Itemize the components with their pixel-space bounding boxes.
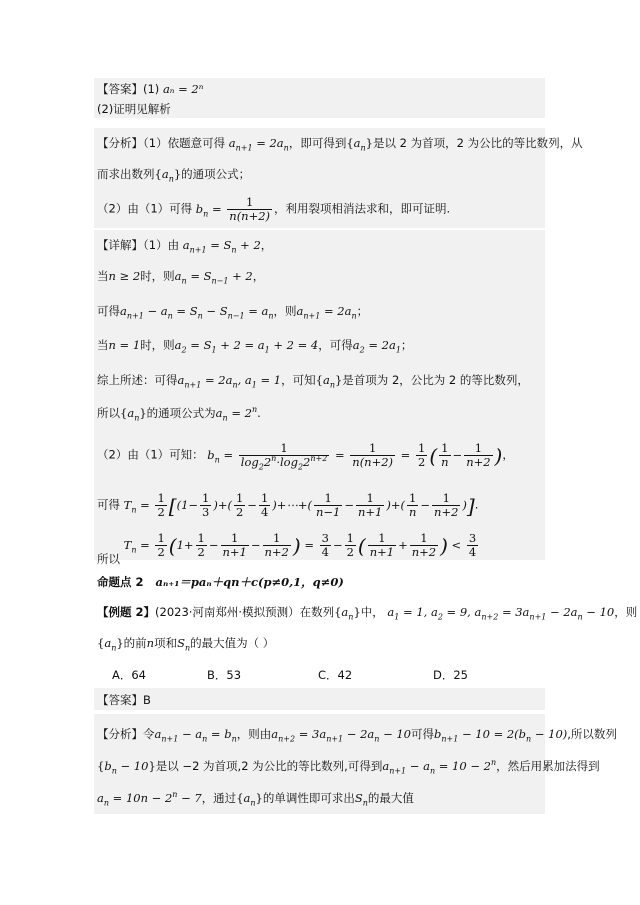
answer-label: 【答案】 [97, 693, 143, 707]
formula: $a_{n+1} = 2a_n$ [228, 136, 289, 153]
detail1-line3: 可得$a_{n+1} - a_n = S_n - S_{n-1} = a_n$，则$a_{n+1} = 2a_n$； [97, 304, 369, 321]
example-source: (2023·河南郑州·模拟预测） [155, 605, 300, 619]
text: ，通过 [201, 791, 237, 805]
text: （2）由（1）可知： [97, 447, 204, 462]
detail1-line4: 当n = 1时，则$a_2 = S_1 + 2 = a_1 + 2 = 4$，可得$a_2 = 2a_1$； [97, 338, 413, 355]
answer2-shade [94, 688, 545, 710]
formula: $\{a_n\}$ [154, 167, 182, 184]
proposition-formula: aₙ₊₁＝paₙ＋qn＋c(p≠0,1，q≠0) [155, 575, 344, 589]
formula: $b_{n+1} - 10 = 2(b_n - 10)$ [434, 727, 568, 744]
text: ,所以数列 [567, 727, 617, 741]
detail1-line9 [97, 531, 480, 566]
text: 的通项公式； [181, 167, 251, 181]
formula: $a_n = S_{n-1} + 2$ [174, 269, 253, 286]
text: 的前 [123, 636, 147, 650]
detail1-line7: （2）由（1）可知： $b_n$ = $\frac{1}{\log_22^n\cdot\log_22^{n+2}}$ = $\frac{1}{n(n+2)}$ = $\frac{1}{2}$ ( $\frac{1}{n}$ − $\frac{1}{n+2}$ )， [97, 441, 514, 472]
formula: $b_n$ = $\frac{1}{\log_22^n\cdot\log_22^{n+2}}$ = $\frac{1}{n(n+2)}$ = $\frac{1}{2}$ ( $\frac{1}{n}$ − $\frac{1}{n+2}$ ) [207, 441, 503, 472]
proposition-label: 命题点 2 [97, 575, 144, 589]
answer-value: B [143, 693, 151, 707]
formula: $S_n$ [354, 791, 368, 808]
text: ，则 [273, 304, 297, 318]
text: ，则 [614, 605, 638, 619]
text: （1）由 [143, 238, 180, 252]
text: 而求出数列 [97, 167, 155, 181]
analysis1-line2 [97, 166, 250, 182]
answer-part1: (1) [143, 82, 160, 96]
text: 综上所述：可得 [97, 373, 178, 387]
detail1-line6: 所以$\{a_n\}$的通项公式为$a_n = 2^n$. [97, 405, 261, 423]
text: 可得 [97, 497, 120, 512]
text: 是以 2 为首项，2 为公比的等比数列，从 [373, 136, 583, 150]
text: 当 [97, 269, 109, 283]
text: 项和 [154, 636, 178, 650]
text: 是首项为 2，公比为 2 的等比数列， [342, 373, 529, 387]
formula: $a_{n+1} - a_n = b_n$ [154, 727, 237, 744]
formula: $T_n$ = $\frac{1}{2}$ [(1− $\frac{1}{3}$ )+( $\frac{1}{2}$ − $\frac{1}{4}$ )+⋯+( $\frac{1}{n-1}$ − $\frac{1}{n+1}$ )+( $\frac{1}{n}$ − $\frac{1}{n+2}$ )] [123, 491, 475, 519]
text: 在数列 [299, 605, 335, 619]
text: ，利用裂项相消法求和，即可证明. [274, 201, 451, 216]
text: ，可得 [318, 338, 353, 352]
text: ，则由 [236, 727, 272, 741]
formula: $a_{n+1} = 2a_n$, $a_1 = 1$ [177, 373, 282, 390]
formula: $S_n$ [177, 636, 191, 653]
text: 当 [97, 338, 109, 352]
example2-options [0, 667, 640, 683]
text: ，然后用累加法得到 [496, 759, 600, 773]
example2-line1 [97, 604, 637, 620]
option-d[interactable]: D．25 [433, 668, 468, 682]
detail-label: 【详解】 [97, 238, 143, 252]
answer1-part2-line: (2)证明见解析 [97, 102, 171, 116]
formula: $\{a_n\}$ [346, 136, 373, 153]
answer1-line [97, 81, 203, 97]
text: 所以 [97, 551, 120, 566]
formula: $\{b_n - 10\}$ [97, 759, 156, 776]
analysis2-line3 [97, 790, 414, 806]
detail1-line1: 【详解】（1）由 $a_{n+1} = S_n + 2$， [97, 238, 273, 255]
proposition-line [97, 574, 344, 590]
formula: n [146, 636, 155, 650]
formula: $T_n$ = $\frac{1}{2}$ (1+ $\frac{1}{2}$ − $\frac{1}{n+1}$ − $\frac{1}{n+2}$ ) = $\frac{3}{4}$ − $\frac{1}{2}$ ( $\frac{1}{n+1}$ + $\frac{1}{n+2}$ ) < $\frac{3}{4}$ [123, 531, 477, 559]
analysis-label: 【分析】 [97, 727, 143, 741]
formula: $a_{n+1} - a_n = 10 - 2^n$ [382, 758, 497, 776]
text: 可得 [411, 727, 435, 741]
text: （1）依题意可得 [143, 136, 226, 150]
formula: $a_{n+2} = 3a_{n+1} - 2a_n - 10$ [271, 727, 412, 744]
formula: $a_{n+1} - a_n = S_n - S_{n-1} = a_n$ [120, 304, 274, 321]
formula: $a_n = 2^n$ [215, 405, 258, 423]
formula: $\{a_n\}$ [334, 605, 361, 622]
analysis1-line1 [97, 135, 583, 151]
option-c[interactable]: C．42 [318, 668, 353, 682]
option-b[interactable]: B．53 [207, 668, 242, 682]
analysis2-line2 [97, 758, 600, 774]
formula: $\{a_n\}$ [120, 406, 147, 423]
formula: $a_2 = 2a_1$ [352, 338, 401, 355]
text: ，即可得到 [288, 136, 347, 150]
formula: $\{a_n\}$ [97, 636, 124, 653]
text: 的单调性即可求出 [262, 791, 355, 805]
formula: $a_{n+1} = 2a_n$ [296, 304, 357, 321]
text: 时，则 [140, 338, 175, 352]
formula: $a_1 = 1$, $a_2 = 9$, $a_{n+2} = 3a_{n+1} - 2a_n - 10$ [387, 605, 615, 622]
formula: n = 1 [108, 338, 141, 352]
example2-line2 [97, 635, 274, 651]
formula: $a_{n+1} = S_n + 2$ [182, 238, 261, 255]
text: 时，则 [140, 269, 175, 283]
answer2-line [97, 692, 151, 708]
option-a[interactable]: A．64 [112, 668, 147, 682]
text: 的最大值 [367, 791, 414, 805]
text: 可得 [97, 304, 120, 318]
text: 所以 [97, 406, 120, 420]
text: 的最大值为（ ） [190, 636, 275, 650]
detail1-line5 [97, 372, 529, 388]
text: ，可知 [281, 373, 316, 387]
text: 令 [143, 727, 155, 741]
analysis2-line1 [97, 726, 617, 742]
text: （2）由（1）可得 [97, 201, 193, 216]
example-label: 【例题 2】 [97, 605, 156, 619]
detail1-line8: 可得 $T_n$ = $\frac{1}{2}$ [(1− $\frac{1}{3}$ )+( $\frac{1}{2}$ − $\frac{1}{4}$ )+⋯+( $\frac{1}{n-1}$ − $\frac{1}{n+1}$ )+( $\frac{1}{n}$ − $\frac{1}{n+2}$ )]. [97, 491, 479, 519]
formula: $\{a_n\}$ [236, 791, 263, 808]
analysis-label: 【分析】 [97, 136, 143, 150]
formula: $\{a_n\}$ [315, 373, 343, 390]
answer-label: 【答案】 [97, 82, 143, 96]
answer-formula: aₙ = 2ⁿ [162, 82, 204, 96]
analysis1-line3 [97, 196, 450, 223]
formula: n ≥ 2 [108, 269, 141, 283]
text: 中， [360, 605, 384, 619]
formula: $a_n = 10n - 2^n - 7$ [97, 790, 202, 808]
formula: $a_2 = S_1 + 2 = a_1 + 2 = 4$ [174, 338, 319, 355]
text: 的通项公式为 [146, 406, 216, 420]
text: 是以 −2 为首项,2 为公比的等比数列,可得到 [155, 759, 383, 773]
formula: $b_n$ = $\frac{1}{n(n+2)}$ [195, 195, 271, 223]
detail1-line2: 当n ≥ 2时，则$a_n = S_{n-1} + 2$， [97, 269, 265, 286]
